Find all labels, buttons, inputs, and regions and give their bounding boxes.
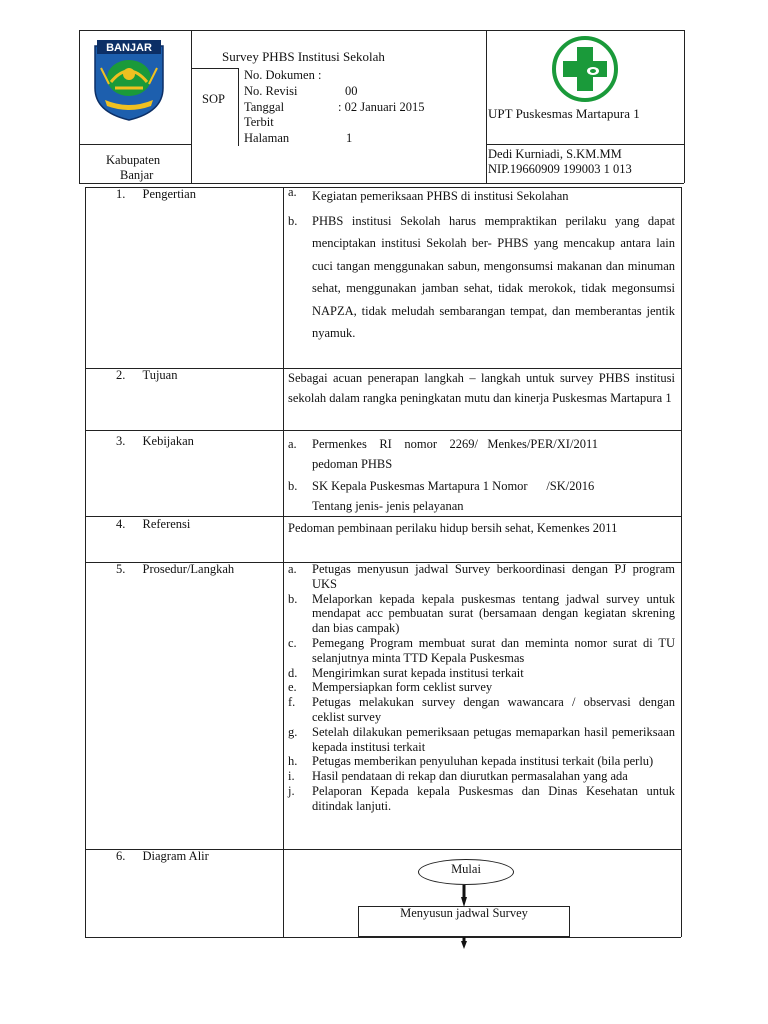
sop-label: SOP	[202, 92, 225, 106]
list-item: i. Hasil pendataan di rekap dan diurutkan permasalahan yang ada	[288, 769, 628, 784]
signatory-name: Dedi Kurniadi, S.KM.MM	[488, 147, 622, 161]
list-item: b. Melaporkan kepada kepala puskesmas tentang jadwal survey untuk mendapat acc pembuatan surat (bersamaan dengan kegiatan skrening dan bias campak)	[288, 591, 675, 636]
unit-name: UPT Puskesmas Martapura 1	[488, 106, 640, 121]
list-item: j. Pelaporan Kepada kepala Puskesmas dan Dinas Kesehatan untuk ditindak lanjuti.	[288, 783, 675, 813]
list-item: e. Mempersiapkan form ceklist survey	[288, 680, 493, 695]
prosedur-content	[288, 562, 675, 814]
field-halaman-value: 1	[346, 131, 353, 145]
pengertian-content	[288, 185, 675, 345]
puskesmas-logo	[551, 35, 619, 103]
flowchart-start: Mulai	[418, 859, 514, 885]
list-item-continuation: pedoman PHBS	[312, 457, 393, 471]
kebijakan-content	[288, 434, 675, 516]
flowchart-arrow	[461, 937, 467, 949]
list-item: b. SK Kepala Puskesmas Martapura 1 Nomor /SK/2016	[288, 479, 595, 493]
row-prosedur-label: 5. Prosedur/Langkah	[116, 562, 235, 576]
flowchart-arrow	[461, 885, 467, 907]
list-item: a. Kegiatan pemeriksaan PHBS di institusi Sekolahan	[288, 185, 569, 203]
list-item: b. PHBS institusi Sekolah harus mempraktikan perilaku yang dapat menciptakan institusi Sekolah ber- PHBS yang mencakup antara lain cuci tangan menggunakan sabun, mengonsumsi makanan dan minuman sehat, menggunakan jamban sehat, tidak merokok, tidak megonsumsi NAPZA, tidak meludah sembarangan tempat, dan memberantas jentik nyamuk.	[288, 213, 675, 340]
referensi-content: Pedoman pembinaan perilaku hidup bersih sehat, Kemenkes 2011	[288, 521, 618, 535]
field-no-dokumen-label: No. Dokumen :	[244, 68, 322, 82]
list-item: g. Setelah dilakukan pemeriksaan petugas memaparkan hasil pemeriksaan kepada institusi terkait	[288, 724, 675, 754]
list-item: d. Mengirimkan surat kepada institusi terkait	[288, 665, 524, 680]
list-item: a. Petugas menyusun jadwal Survey berkoordinasi dengan PJ program UKS	[288, 562, 675, 591]
list-item: a. Permenkes RI nomor 2269/ Menkes/PER/XI/2011	[288, 437, 598, 451]
row-pengertian-label: 1. Pengertian	[116, 187, 196, 201]
tujuan-content: Sebagai acuan penerapan langkah – langkah untuk survey PHBS institusi sekolah dalam rangka peningkatan mutu dan kinerja Puskesmas Martapura 1	[288, 371, 675, 405]
list-item: f. Petugas melakukan survey dengan wawancara / observasi dengan ceklist survey	[288, 695, 675, 724]
field-no-revisi-value: 00	[345, 84, 358, 98]
svg-text:BANJAR: BANJAR	[106, 42, 152, 54]
district-line1: Kabupaten	[106, 153, 161, 167]
row-referensi-label: 4. Referensi	[116, 517, 191, 531]
list-item: c. Pemegang Program membuat surat dan meminta nomor surat di TU selanjutnya minta TTD Kepala Puskesmas	[288, 635, 675, 665]
field-tanggal-value: : 02 Januari 2015	[338, 100, 425, 114]
signatory-nip: NIP.19660909 199003 1 013	[488, 162, 632, 176]
field-terbit-label: Terbit	[244, 115, 274, 129]
banjar-logo	[89, 38, 169, 123]
flowchart-step-menyusun-jadwal: Menyusun jadwal Survey	[358, 906, 570, 937]
field-tanggal-label: Tanggal	[244, 100, 285, 114]
row-kebijakan-label: 3. Kebijakan	[116, 434, 194, 448]
row-diagram-label: 6. Diagram Alir	[116, 849, 209, 863]
field-no-revisi-label: No. Revisi	[244, 84, 298, 98]
list-item-continuation: Tentang jenis- jenis pelayanan	[312, 499, 464, 513]
row-tujuan-label: 2. Tujuan	[116, 368, 178, 382]
document-title: Survey PHBS Institusi Sekolah	[222, 49, 385, 64]
district-line2: Banjar	[120, 168, 154, 182]
list-item: h. Petugas memberikan penyuluhan kepada institusi terkait (bila perlu)	[288, 754, 654, 769]
field-halaman-label: Halaman	[244, 131, 290, 145]
